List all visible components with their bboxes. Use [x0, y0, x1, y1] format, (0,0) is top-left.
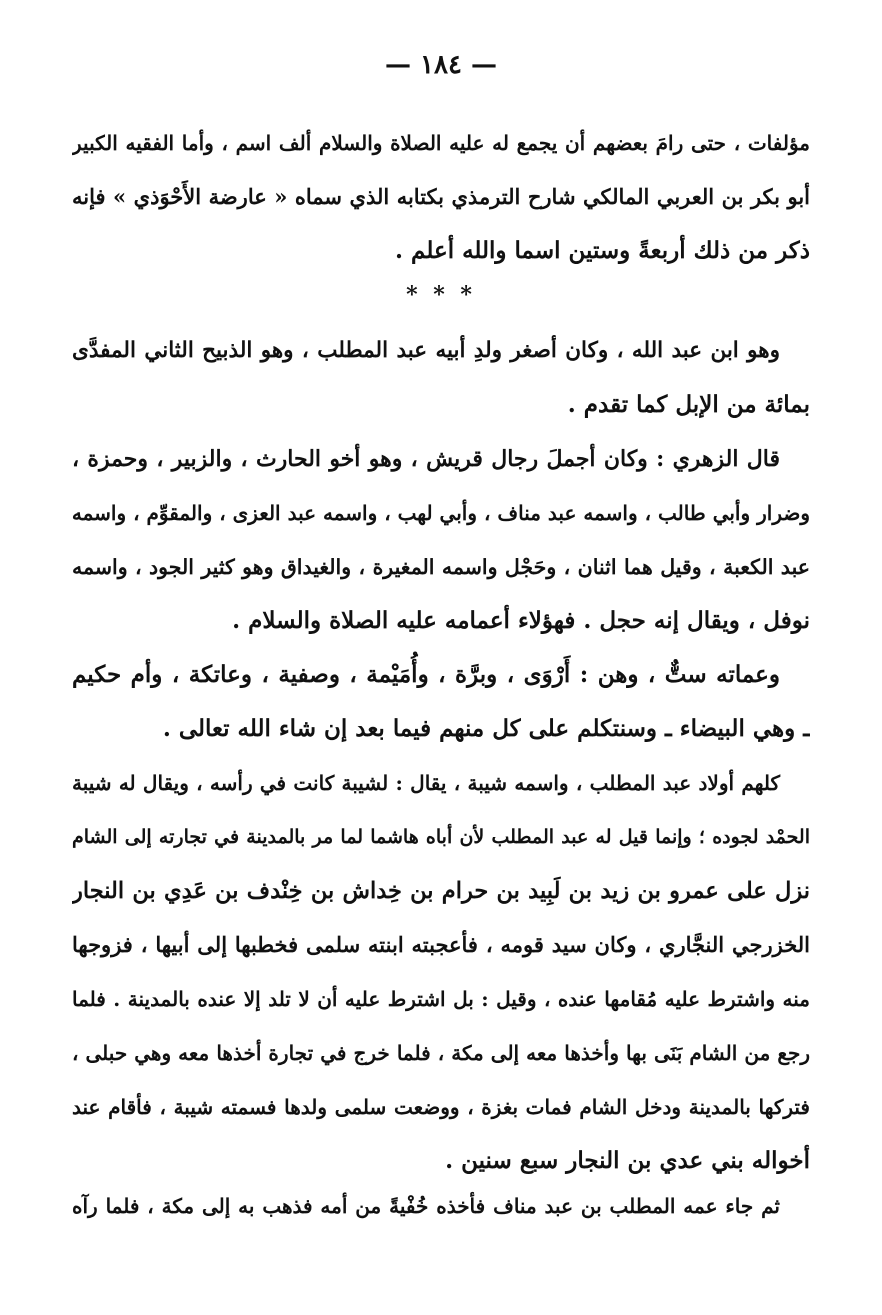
text-line: الحمْد لجوده ؛ وإنما قيل له عبد المطلب لأن أباه هاشما لما مر بالمدينة في تجارته إلى الشام [72, 826, 810, 848]
paragraph-6 [72, 1179, 810, 1233]
section-separator: * * * [406, 282, 476, 308]
text-line: عبد الكعبة ، وقيل هما اثنان ، وحَجْل واسمه المغيرة ، والغيداق وهو كثير الجود ، واسمه [72, 555, 810, 579]
text-line: أخواله بني عدي بن النجار سبع سنين . [445, 1147, 810, 1174]
text-line: بمائة من الإبل كما تقدم . [567, 391, 810, 418]
text-line: وضرار وأبي طالب ، واسمه عبد مناف ، وأبي لهب ، واسمه عبد العزى ، والمقوِّم ، واسمه [72, 501, 810, 525]
text-line: ذكر من ذلك أربعةً وستين اسما والله أعلم . [395, 237, 810, 264]
text-line: رجع من الشام بَنَى بها وأخذها معه إلى مكة ، فلما خرج في تجارة أخذها معه وهي حبلى ، [72, 1041, 810, 1065]
text-line: ثم جاء عمه المطلب بن عبد مناف فأخذه خُفْيةً من أمه فذهب به إلى مكة ، فلما رآه [72, 1194, 780, 1218]
text-line: وعماته ستٌّ ، وهن : أَرْوَى ، وبرَّة ، وأُمَيْمة ، وصفية ، وعاتكة ، وأم حكيم [72, 661, 780, 688]
text-line: نزل على عمرو بن زيد بن لَبِيد بن حرام بن خِداش بن خِنْدف بن عَدِي بن النجار [72, 878, 810, 904]
paragraph-1 [72, 116, 810, 278]
text-line: الخزرجي النجَّاري ، وكان سيد قومه ، فأعجبته ابنته سلمى فخطبها إلى أبيها ، فزوجها [72, 932, 810, 957]
paragraph-5 [72, 756, 810, 1188]
paragraph-3 [72, 432, 810, 648]
text-line: فتركها بالمدينة ودخل الشام فمات بغزة ، ووضعت سلمى ولدها فسمته شيبة ، فأقام عند [72, 1095, 810, 1119]
text-line: مؤلفات ، حتى رامَ بعضهم أن يجمع له عليه الصلاة والسلام ألف اسم ، وأما الفقيه الكبير [72, 131, 810, 155]
paragraph-4 [72, 648, 810, 756]
page-number: — ١٨٤ — [384, 50, 498, 80]
text-line: قال الزهري : وكان أجملَ رجال قريش ، وهو أخو الحارث ، والزبير ، وحمزة ، [72, 446, 780, 472]
text-line: كلهم أولاد عبد المطلب ، واسمه شيبة ، يقال : لشيبة كانت في رأسه ، ويقال له شيبة [72, 771, 780, 795]
text-line: منه واشترط عليه مُقامها عنده ، وقيل : بل اشترط عليه أن لا تلد إلا عنده بالمدينة . فلما [72, 987, 810, 1011]
paragraph-2 [72, 324, 810, 432]
text-line: ـ وهي البيضاء ـ وسنتكلم على كل منهم فيما بعد إن شاء الله تعالى . [162, 715, 810, 742]
text-line: وهو ابن عبد الله ، وكان أصغر ولدِ أبيه عبد المطلب ، وهو الذبيح الثاني المفدَّى [72, 338, 780, 363]
text-line: نوفل ، ويقال إنه حجل . فهؤلاء أعمامه عليه الصلاة والسلام . [232, 607, 810, 634]
text-line: أبو بكر بن العربي المالكي شارح الترمذي بكتابه الذي سماه « عارضة الأَحْوَذي » فإنه [72, 184, 810, 209]
